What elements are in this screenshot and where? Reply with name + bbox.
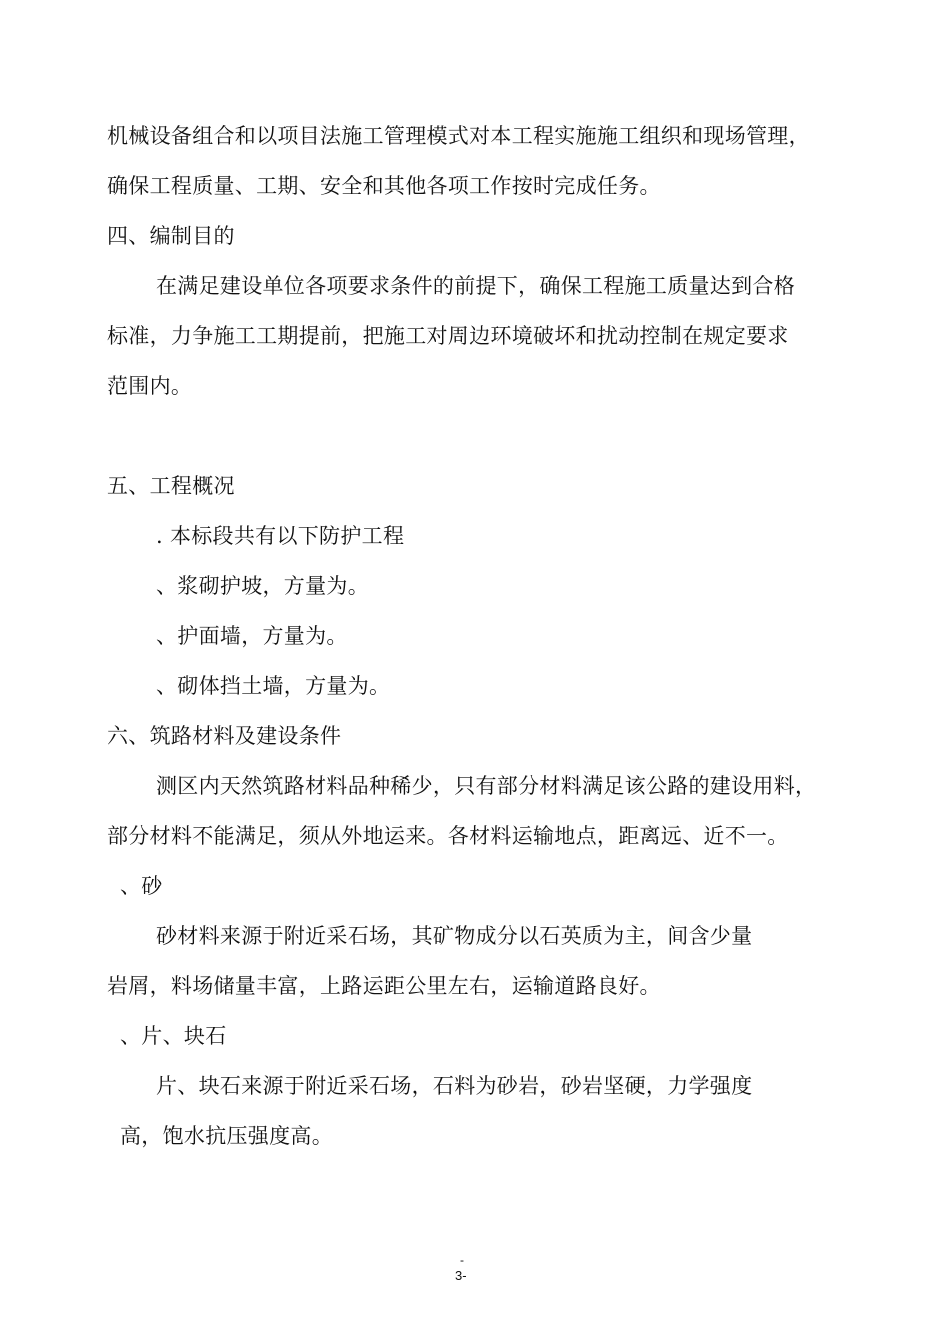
body-line-2: 确保工程质量、工期、安全和其他各项工作按时完成任务。 <box>107 174 661 198</box>
footer-dash: - <box>460 1253 464 1267</box>
body-line-7: 部分材料不能满足，须从外地运来。各材料运输地点，距离远、近不一。 <box>107 824 789 848</box>
body-line-8: 砂材料来源于附近采石场，其矿物成分以石英质为主，间含少量 <box>156 924 753 948</box>
subheading-sand: 、砂 <box>120 874 163 898</box>
list-item-2: 、护面墙，方量为。 <box>156 624 348 648</box>
section-heading-4: 四、编制目的 <box>107 224 235 248</box>
body-line-1: 机械设备组合和以项目法施工管理模式对本工程实施施工组织和现场管理， <box>107 124 810 148</box>
body-line-5: 范围内。 <box>107 374 193 398</box>
subheading-stone: 、片、块石 <box>120 1024 227 1048</box>
body-line-10: 片、块石来源于附近采石场，石料为砂岩，砂岩坚硬，力学强度 <box>156 1074 753 1098</box>
section-heading-6: 六、筑路材料及建设条件 <box>107 724 342 748</box>
list-item-1: 、浆砌护坡，方量为。 <box>156 574 369 598</box>
section-heading-5: 五、工程概况 <box>107 474 235 498</box>
body-line-4: 标准，力争施工工期提前，把施工对周边环境破坏和扰动控制在规定要求 <box>107 324 789 348</box>
list-intro: . 本标段共有以下防护工程 <box>156 524 405 548</box>
list-item-3: 、砌体挡土墙，方量为。 <box>156 674 391 698</box>
page-number: 3- <box>455 1268 467 1283</box>
body-line-9: 岩屑，料场储量丰富，上路运距公里左右，运输道路良好。 <box>107 974 661 998</box>
body-line-6: 测区内天然筑路材料品种稀少，只有部分材料满足该公路的建设用料， <box>156 774 817 798</box>
body-line-3: 在满足建设单位各项要求条件的前提下，确保工程施工质量达到合格 <box>156 274 795 298</box>
body-line-11: 高，饱水抗压强度高。 <box>120 1124 333 1148</box>
